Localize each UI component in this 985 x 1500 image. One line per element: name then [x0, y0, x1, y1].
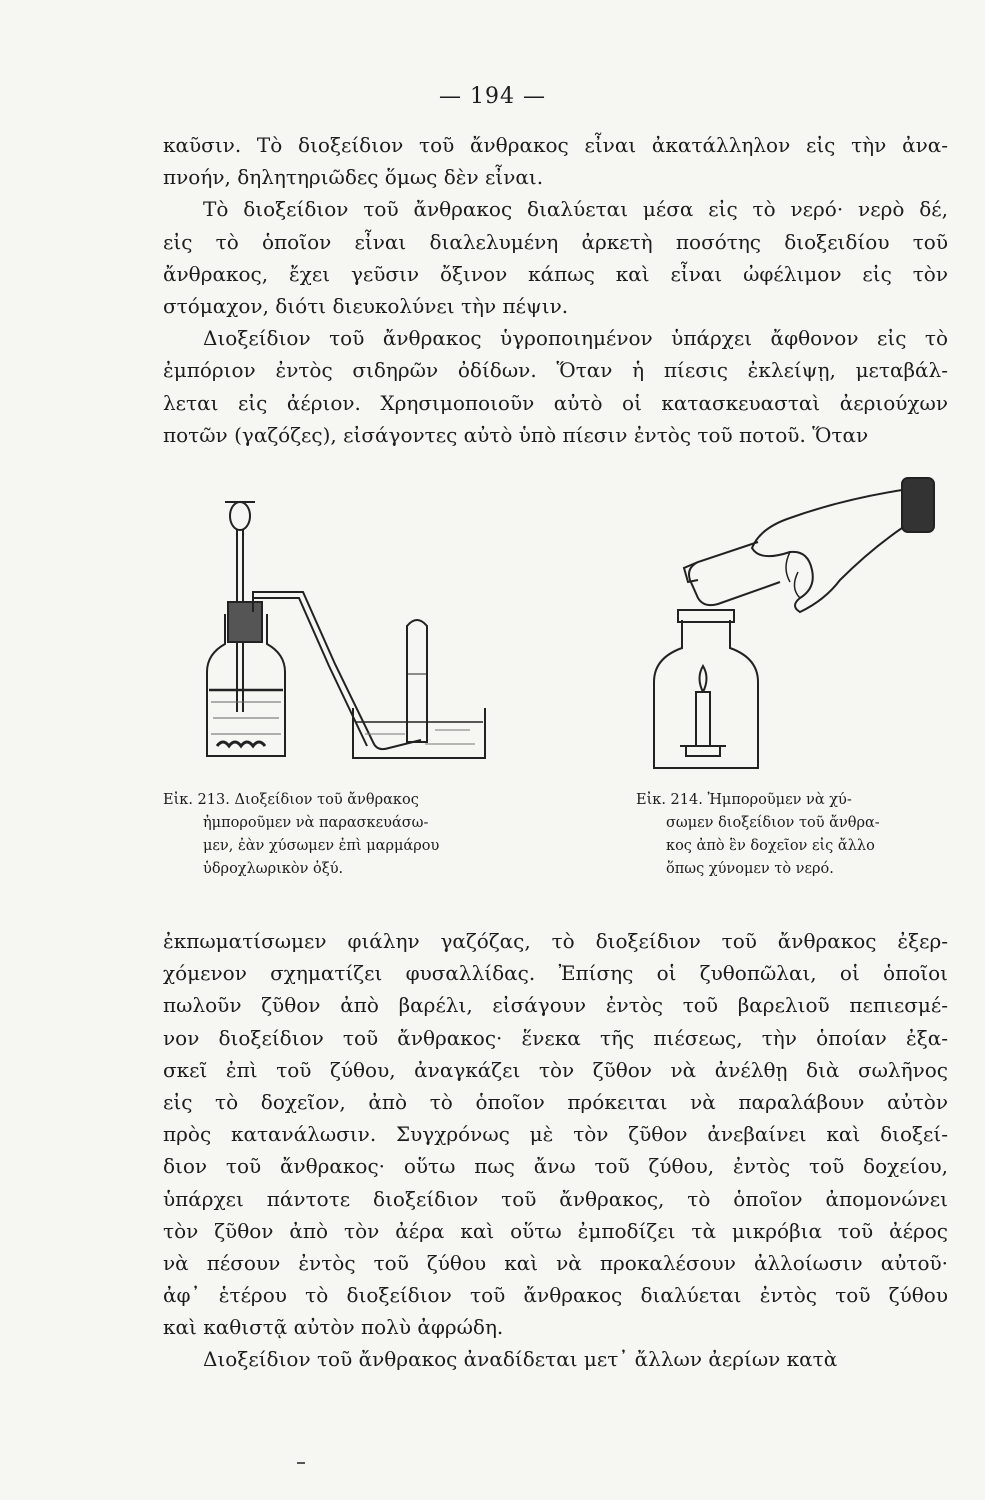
text-line: τὸν ζῦθον ἀπὸ τὸν ἀέρα καὶ οὕτω ἐμποδίζει τὰ μικρόβια τοῦ ἀέρος	[163, 1218, 948, 1243]
delivery-tube	[253, 592, 421, 749]
marble-chips	[217, 742, 265, 746]
caption-line	[163, 789, 508, 812]
text-line: εἰς τὸ ὁποῖον εἶναι διαλελυμένη ἀρκετὴ ποσότης διοξειδίου τοῦ	[163, 229, 948, 254]
text-line: χόμενον σχηματίζει φυσαλλίδας. Ἐπίσης οἱ ζυθοπῶλαι, οἱ ὁποῖοι	[163, 961, 948, 986]
hand	[752, 490, 902, 612]
candle	[696, 692, 710, 746]
text-line: ἐμπόριον ἐντὸς σιδηρῶν ὀδίδων. Ὅταν ἡ πίεσις ἐκλείψῃ, μεταβάλ-	[163, 358, 948, 383]
figure-label: Εἰκ. 213.	[163, 792, 235, 808]
text-line: Τὸ διοξείδιον τοῦ ἄνθρακος διαλύεται μέσα εἰς τὸ νερό· νερὸ δέ,	[203, 197, 948, 222]
text-line: πνοήν, δηλητηριῶδες ὅμως δὲν εἶναι.	[163, 165, 544, 190]
paragraph	[163, 1343, 948, 1375]
text-block-bottom	[163, 925, 948, 1376]
paragraph	[163, 925, 948, 1343]
figure-213-illustration	[195, 494, 495, 774]
text-line: πρὸς κατανάλωσιν. Συγχρόνως μὲ τὸν ζῦθον ἀνεβαίνει καὶ διοξεί-	[163, 1122, 948, 1147]
caption-line: ἠμποροῦμεν νὰ παρασκευάσω-	[203, 815, 429, 831]
text-block-top	[163, 129, 948, 451]
caption-line: κος ἀπὸ ἓν δοχεῖον εἰς ἄλλο	[666, 838, 875, 854]
caption-text: Διοξείδιον τοῦ ἄνθρακος	[234, 792, 419, 808]
text-line: καῦσιν. Τὸ διοξείδιον τοῦ ἄνθρακος εἶναι ἀκατάλληλον εἰς τὴν ἀνα-	[163, 133, 948, 157]
thistle-funnel-bulb	[230, 502, 250, 530]
text-line: νον διοξείδιον τοῦ ἄνθρακος· ἕνεκα τῆς πιέσεως, τὴν ὁποίαν ἐξα-	[163, 1025, 948, 1050]
text-line: λεται εἰς ἀέριον. Χρησιμοποιοῦν αὐτὸ οἱ κατασκευασταὶ ἀεριούχων	[163, 390, 948, 415]
text-line: εἰς τὸ δοχεῖον, ἀπὸ τὸ ὁποῖον πρόκειται νὰ παραλάβουν αὐτὸν	[163, 1089, 948, 1114]
text-line: σκεῖ ἐπὶ τοῦ ζύθου, ἀναγκάζει τὸν ζῦθον νὰ ἀνέλθῃ διὰ σωλῆνος	[163, 1057, 948, 1082]
page-mark	[297, 1462, 305, 1464]
sleeve-cuff	[902, 478, 934, 532]
paragraph	[163, 193, 948, 322]
figure-213-caption	[163, 789, 508, 881]
page-number: — 194 —	[439, 84, 546, 109]
text-line: στόμαχον, διότι διευκολύνει τὴν πέψιν.	[163, 293, 569, 318]
caption-line: ὅπως χύνομεν τὸ νερό.	[666, 861, 834, 877]
text-line: Διοξείδιον τοῦ ἄνθρακος ἀναδίδεται μετ᾽ ἄλλων ἀερίων κατὰ	[203, 1347, 838, 1372]
figure-214-caption	[636, 789, 948, 881]
caption-line	[636, 789, 948, 812]
text-line: ἀφ᾽ ἑτέρου τὸ διοξείδιον τοῦ ἄνθρακος διαλύεται ἐντὸς τοῦ ζύθου	[163, 1283, 948, 1308]
text-line: διον τοῦ ἄνθρακος· οὕτω πως ἄνω τοῦ ζύθου, ἐντὸς τοῦ δοχείου,	[163, 1154, 948, 1179]
text-line: ὑπάρχει πάντοτε διοξείδιον τοῦ ἄνθρακος, τὸ ὁποῖον ἀπομονώνει	[163, 1186, 948, 1211]
text-line: νὰ πέσουν ἐντὸς τοῦ ζύθου καὶ νὰ προκαλέσουν ἀλλοίωσιν αὐτοῦ·	[163, 1250, 948, 1275]
water-trough	[353, 708, 485, 758]
bottle-stopper	[228, 602, 262, 642]
pouring-bottle	[689, 542, 780, 605]
text-line: ἐκπωματίσωμεν φιάλην γαζόζας, τὸ διοξείδιον τοῦ ἄνθρακος ἐξερ-	[163, 929, 948, 953]
caption-line: ὑδροχλωρικὸν ὀξύ.	[203, 861, 344, 877]
figure-label: Εἰκ. 214.	[636, 792, 708, 808]
pouring-bottle-neck	[684, 562, 698, 582]
text-line: πωλοῦν ζῦθον ἀπὸ βαρέλι, εἰσάγουν ἐντὸς τοῦ βαρελιοῦ πεπιεσμέ-	[163, 993, 948, 1018]
jar-rim	[678, 610, 734, 622]
text-line: ἄνθρακος, ἔχει γεῦσιν ὄξινον κάπως καὶ εἶναι ὠφέλιμον εἰς τὸν	[163, 261, 948, 286]
figure-214-illustration	[640, 470, 950, 780]
candle-flame	[700, 666, 707, 692]
paragraph	[163, 129, 948, 193]
caption-line: μεν, ἐὰν χύσωμεν ἐπὶ μαρμάρου	[203, 838, 440, 854]
paragraph	[163, 322, 948, 451]
candle-holder	[680, 746, 726, 756]
text-line: καὶ καθιστᾷ αὐτὸν πολὺ ἀφρώδη.	[163, 1315, 504, 1340]
collecting-tube	[407, 620, 427, 742]
text-line: ποτῶν (γαζόζες), εἰσάγοντες αὐτὸ ὑπὸ πίεσιν ἐντὸς τοῦ ποτοῦ. Ὅταν	[163, 422, 869, 447]
text-line: Διοξείδιον τοῦ ἄνθρακος ὑγροποιημένον ὑπάρχει ἄφθονον εἰς τὸ	[203, 326, 948, 351]
caption-text: Ἠμποροῦμεν νὰ χύ-	[707, 792, 852, 808]
caption-line: σωμεν διοξείδιον τοῦ ἄνθρα-	[666, 815, 880, 831]
